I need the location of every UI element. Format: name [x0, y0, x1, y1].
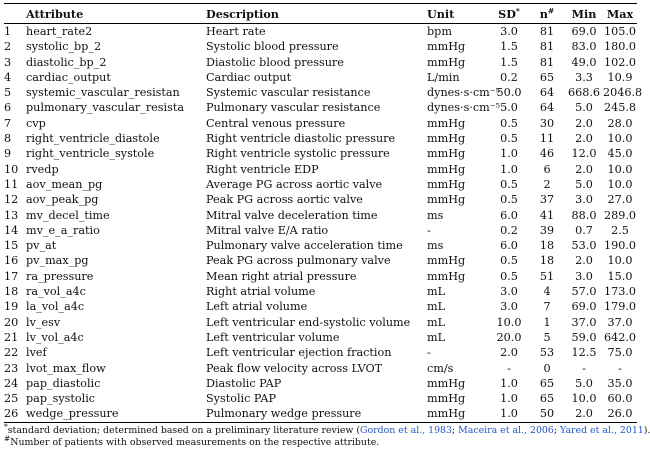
- table-row: [4, 330, 637, 345]
- cell-sd: 1.0: [500, 162, 518, 176]
- cell-n: 46: [539, 147, 555, 161]
- cell-attribute: lv_vol_a4c: [26, 330, 84, 344]
- cell-index: 26: [4, 407, 19, 421]
- cell-index: 15: [4, 239, 19, 253]
- cell-attribute: cardiac_output: [26, 70, 111, 84]
- cell-max: 10.0: [607, 162, 633, 176]
- attribute-table-figure: [4, 2, 650, 449]
- cell-max: 642.0: [603, 330, 637, 344]
- cell-description: Pulmonary wedge pressure: [206, 407, 362, 421]
- table-row: [4, 284, 637, 299]
- cell-min: 2.0: [575, 116, 593, 130]
- cell-sd: 3.0: [500, 300, 518, 314]
- header-min: Min: [571, 6, 597, 21]
- cell-index: 11: [4, 177, 19, 191]
- table-row: [4, 177, 637, 192]
- cell-unit: mmHg: [427, 193, 466, 207]
- cell-attribute: aov_peak_pg: [26, 193, 99, 207]
- cell-n: 81: [539, 55, 555, 69]
- cell-sd: 0.5: [500, 193, 518, 207]
- cell-attribute: aov_mean_pg: [26, 177, 103, 191]
- header-n-mark: #: [547, 5, 555, 15]
- cell-description: Systolic PAP: [206, 392, 277, 406]
- cell-description: Peak PG across aortic valve: [206, 193, 363, 207]
- cell-unit: ms: [427, 208, 444, 222]
- cell-index: 14: [4, 223, 19, 237]
- cell-unit: mmHg: [427, 254, 466, 268]
- cell-unit: mL: [427, 300, 446, 314]
- table-row: [4, 315, 637, 330]
- cell-description: Right ventricle EDP: [206, 162, 319, 176]
- header-unit: Unit: [427, 6, 455, 21]
- cell-max: 2.5: [611, 223, 629, 237]
- cell-min: 3.0: [575, 269, 593, 283]
- cell-attribute: wedge_pressure: [26, 407, 119, 421]
- cell-index: 9: [4, 147, 12, 161]
- cell-attribute: mv_decel_time: [26, 208, 110, 222]
- cell-description: Peak PG across pulmonary valve: [206, 254, 391, 268]
- cell-n: 65: [539, 70, 555, 84]
- cell-min: 2.0: [575, 162, 593, 176]
- cell-min: 12.0: [571, 147, 597, 161]
- header-index: [4, 4, 26, 24]
- cell-sd: 0.2: [500, 70, 518, 84]
- cell-sd: 10.0: [496, 315, 522, 329]
- cell-sd: 50.0: [496, 86, 522, 100]
- cell-n: 81: [539, 25, 555, 38]
- cell-sd: 3.0: [500, 25, 518, 38]
- table-row: [4, 131, 637, 146]
- cell-index: 5: [4, 86, 12, 100]
- cell-attribute: pap_systolic: [26, 392, 96, 406]
- cell-n: 65: [539, 376, 555, 390]
- cell-index: 4: [4, 70, 12, 84]
- cell-max: 26.0: [607, 407, 633, 421]
- cell-unit: mL: [427, 315, 446, 329]
- cell-index: 13: [4, 208, 19, 222]
- cell-unit: mL: [427, 330, 446, 344]
- cell-attribute: la_vol_a4c: [26, 300, 85, 314]
- table-row: [4, 116, 637, 131]
- cell-max: 180.0: [603, 40, 637, 54]
- cell-min: -: [582, 361, 586, 375]
- cell-sd: 1.5: [500, 55, 518, 69]
- table-row: [4, 192, 637, 207]
- cell-sd: 0.2: [500, 223, 518, 237]
- cell-description: Systemic vascular resistance: [206, 86, 371, 100]
- table-row: [4, 406, 637, 421]
- cell-description: Pulmonary valve acceleration time: [206, 239, 403, 253]
- cell-n: 50: [539, 407, 555, 421]
- cell-max: 102.0: [603, 55, 637, 69]
- cell-index: 21: [4, 330, 19, 344]
- cell-unit: -: [427, 223, 431, 237]
- cell-sd: 5.0: [500, 101, 518, 115]
- cell-index: 7: [4, 116, 12, 130]
- header-description: Description: [206, 6, 279, 21]
- cell-max: 179.0: [603, 300, 637, 314]
- footnote-n-mark: #: [4, 433, 11, 443]
- attribute-table: [4, 4, 643, 422]
- cell-description: Right atrial volume: [206, 285, 316, 299]
- cell-max: 289.0: [603, 208, 637, 222]
- cell-min: 2.0: [575, 407, 593, 421]
- cell-index: 22: [4, 346, 19, 360]
- cell-max: 245.8: [603, 101, 637, 115]
- cell-description: Heart rate: [206, 25, 266, 38]
- cell-n: 0: [543, 361, 551, 375]
- citation-link-1[interactable]: Gordon et al., 1983: [360, 424, 452, 436]
- cell-max: 75.0: [607, 346, 633, 360]
- cell-n: 65: [539, 392, 555, 406]
- table-row: [4, 345, 637, 360]
- table-row: [4, 100, 637, 115]
- cell-description: Left ventricular volume: [206, 330, 340, 344]
- table-row: [4, 208, 637, 223]
- cell-n: 37: [539, 193, 555, 207]
- cell-n: 30: [539, 116, 555, 130]
- cell-index: 17: [4, 269, 19, 283]
- cell-sd: -: [507, 361, 511, 375]
- cell-attribute: right_ventricle_diastole: [26, 132, 160, 146]
- cell-index: 12: [4, 193, 19, 207]
- cell-index: 16: [4, 254, 19, 268]
- cell-max: 10.0: [607, 177, 633, 191]
- cell-max: -: [618, 361, 622, 375]
- cell-min: 49.0: [571, 55, 597, 69]
- cell-unit: mmHg: [427, 376, 466, 390]
- cell-max: 35.0: [607, 376, 633, 390]
- cell-index: 24: [4, 376, 19, 390]
- cell-n: 53: [539, 346, 555, 360]
- footnote-sd-text: standard deviation; determined based on a preliminary literature review (: [7, 424, 361, 436]
- cell-unit: mmHg: [427, 116, 466, 130]
- cell-unit: -: [427, 346, 431, 360]
- cell-min: 12.5: [571, 346, 597, 360]
- citation-separator-1: ;: [452, 424, 459, 436]
- cell-sd: 0.5: [500, 116, 518, 130]
- footnote-n: [4, 433, 637, 449]
- cell-max: 37.0: [607, 315, 633, 329]
- cell-attribute: rvedp: [26, 162, 59, 176]
- header-n-label: n: [539, 6, 548, 21]
- cell-description: Systolic blood pressure: [206, 40, 339, 54]
- cell-min: 3.0: [575, 193, 593, 207]
- cell-unit: dynes·s·cm⁻⁵: [427, 86, 501, 100]
- cell-attribute: systolic_bp_2: [26, 40, 102, 54]
- cell-sd: 2.0: [500, 346, 518, 360]
- cell-attribute: pv_max_pg: [26, 254, 89, 268]
- table-row: [4, 391, 637, 406]
- cell-description: Central venous pressure: [206, 116, 346, 130]
- cell-unit: mL: [427, 285, 446, 299]
- cell-index: 3: [4, 55, 12, 69]
- header-row: [4, 4, 637, 24]
- table-row: [4, 238, 637, 253]
- citation-link-3[interactable]: Yared et al., 2011: [560, 424, 644, 436]
- cell-unit: L/min: [427, 70, 460, 84]
- cell-index: 23: [4, 361, 19, 375]
- cell-unit: dynes·s·cm⁻⁵: [427, 101, 501, 115]
- cell-min: 57.0: [571, 285, 597, 299]
- cell-attribute: ra_pressure: [26, 269, 94, 283]
- cell-description: Pulmonary vascular resistance: [206, 101, 381, 115]
- table-row: [4, 299, 637, 314]
- cell-n: 64: [539, 86, 555, 100]
- cell-description: Mitral valve E/A ratio: [206, 223, 329, 237]
- cell-min: 2.0: [575, 254, 593, 268]
- cell-index: 18: [4, 285, 19, 299]
- cell-description: Right ventricle diastolic pressure: [206, 132, 396, 146]
- header-sd-label: SD: [498, 6, 516, 21]
- cell-unit: mmHg: [427, 392, 466, 406]
- cell-sd: 6.0: [500, 208, 518, 222]
- table-row: [4, 223, 637, 238]
- cell-index: 8: [4, 132, 12, 146]
- cell-unit: mmHg: [427, 177, 466, 191]
- cell-max: 105.0: [603, 25, 637, 38]
- cell-sd: 0.5: [500, 269, 518, 283]
- cell-max: 2046.8: [603, 86, 643, 100]
- cell-index: 6: [4, 101, 12, 115]
- cell-attribute: pulmonary_vascular_resista: [26, 101, 185, 115]
- cell-attribute: lv_esv: [26, 315, 61, 329]
- cell-attribute: systemic_vascular_resistan: [26, 86, 180, 100]
- citation-link-2[interactable]: Maceira et al., 2006: [458, 424, 554, 436]
- cell-unit: mmHg: [427, 40, 466, 54]
- cell-sd: 1.0: [500, 392, 518, 406]
- cell-max: 190.0: [603, 239, 637, 253]
- cell-sd: 1.0: [500, 376, 518, 390]
- cell-unit: mmHg: [427, 407, 466, 421]
- cell-sd: 0.5: [500, 177, 518, 191]
- cell-n: 4: [543, 285, 551, 299]
- table-row: [4, 55, 637, 70]
- cell-min: 0.7: [575, 223, 593, 237]
- cell-min: 668.6: [567, 86, 601, 100]
- cell-description: Peak flow velocity across LVOT: [206, 361, 383, 375]
- cell-max: 45.0: [607, 147, 633, 161]
- table-row: [4, 24, 637, 40]
- footnote-sd: [4, 421, 650, 437]
- cell-description: Left ventricular ejection fraction: [206, 346, 392, 360]
- cell-n: 1: [543, 315, 551, 329]
- cell-unit: cm/s: [427, 361, 454, 375]
- header-sd-mark: *: [515, 5, 520, 15]
- cell-max: 28.0: [607, 116, 633, 130]
- cell-n: 18: [539, 239, 555, 253]
- cell-min: 10.0: [571, 392, 597, 406]
- cell-n: 18: [539, 254, 555, 268]
- cell-unit: mmHg: [427, 55, 466, 69]
- cell-description: Left atrial volume: [206, 300, 308, 314]
- cell-min: 69.0: [571, 300, 597, 314]
- cell-n: 64: [539, 101, 555, 115]
- cell-min: 2.0: [575, 132, 593, 146]
- bottom-rule: [4, 422, 637, 423]
- table-row: [4, 39, 637, 54]
- cell-unit: bpm: [427, 25, 452, 38]
- footnote-sd-end: ).: [643, 424, 650, 436]
- cell-sd: 20.0: [496, 330, 522, 344]
- cell-min: 83.0: [571, 40, 597, 54]
- cell-max: 27.0: [607, 193, 633, 207]
- cell-index: 10: [4, 162, 19, 176]
- cell-index: 25: [4, 392, 19, 406]
- cell-unit: mmHg: [427, 269, 466, 283]
- cell-n: 11: [539, 132, 555, 146]
- header-attribute: Attribute: [26, 6, 84, 21]
- cell-min: 37.0: [571, 315, 597, 329]
- cell-n: 51: [539, 269, 555, 283]
- cell-min: 88.0: [571, 208, 597, 222]
- cell-min: 5.0: [575, 376, 593, 390]
- cell-unit: mmHg: [427, 132, 466, 146]
- table-row: [4, 70, 637, 85]
- cell-min: 5.0: [575, 177, 593, 191]
- cell-sd: 6.0: [500, 239, 518, 253]
- cell-min: 5.0: [575, 101, 593, 115]
- cell-index: 2: [4, 40, 12, 54]
- cell-n: 81: [539, 40, 555, 54]
- cell-attribute: cvp: [26, 116, 46, 130]
- header-max: Max: [606, 6, 634, 21]
- cell-attribute: lvef: [26, 346, 47, 360]
- cell-n: 2: [543, 177, 551, 191]
- cell-attribute: pap_diastolic: [26, 376, 101, 390]
- cell-description: Cardiac output: [206, 70, 292, 84]
- cell-min: 3.3: [575, 70, 593, 84]
- cell-description: Diastolic PAP: [206, 376, 282, 390]
- cell-max: 173.0: [603, 285, 637, 299]
- cell-attribute: lvot_max_flow: [26, 361, 106, 375]
- table-row: [4, 376, 637, 391]
- cell-description: Mean right atrial pressure: [206, 269, 357, 283]
- cell-description: Diastolic blood pressure: [206, 55, 344, 69]
- cell-n: 39: [539, 223, 555, 237]
- cell-attribute: mv_e_a_ratio: [26, 223, 100, 237]
- cell-sd: 0.5: [500, 132, 518, 146]
- cell-index: 1: [4, 25, 12, 38]
- cell-attribute: heart_rate2: [26, 25, 93, 38]
- cell-sd: 0.5: [500, 254, 518, 268]
- cell-n: 6: [543, 162, 551, 176]
- cell-sd: 3.0: [500, 285, 518, 299]
- cell-n: 41: [539, 208, 555, 222]
- cell-unit: ms: [427, 239, 444, 253]
- cell-max: 15.0: [607, 269, 633, 283]
- cell-n: 5: [543, 330, 551, 344]
- footnote-n-text: Number of patients with observed measurements on the respective attribute.: [10, 436, 380, 448]
- cell-description: Mitral valve deceleration time: [206, 208, 378, 222]
- header-n: [529, 4, 565, 24]
- cell-unit: mmHg: [427, 147, 466, 161]
- cell-min: 53.0: [571, 239, 597, 253]
- table-row: [4, 253, 637, 268]
- footnote-sd-mark: *: [4, 421, 8, 431]
- cell-sd: 1.0: [500, 147, 518, 161]
- cell-min: 59.0: [571, 330, 597, 344]
- cell-max: 10.0: [607, 254, 633, 268]
- cell-sd: 1.5: [500, 40, 518, 54]
- cell-attribute: pv_at: [26, 239, 57, 253]
- table-row: [4, 85, 637, 100]
- cell-unit: mmHg: [427, 162, 466, 176]
- table-row: [4, 146, 637, 161]
- cell-min: 69.0: [571, 25, 597, 38]
- header-sd: [489, 4, 529, 24]
- cell-sd: 1.0: [500, 407, 518, 421]
- table-row: [4, 361, 637, 376]
- cell-attribute: diastolic_bp_2: [26, 55, 107, 69]
- cell-description: Right ventricle systolic pressure: [206, 147, 390, 161]
- cell-max: 10.9: [607, 70, 633, 84]
- cell-index: 20: [4, 315, 19, 329]
- table-row: [4, 162, 637, 177]
- cell-max: 10.0: [607, 132, 633, 146]
- cell-index: 19: [4, 300, 19, 314]
- table-row: [4, 269, 637, 284]
- cell-attribute: ra_vol_a4c: [26, 285, 86, 299]
- cell-description: Left ventricular end-systolic volume: [206, 315, 411, 329]
- cell-attribute: right_ventricle_systole: [26, 147, 155, 161]
- citation-separator-2: ;: [553, 424, 560, 436]
- cell-description: Average PG across aortic valve: [206, 177, 383, 191]
- cell-max: 60.0: [607, 392, 633, 406]
- cell-n: 7: [543, 300, 551, 314]
